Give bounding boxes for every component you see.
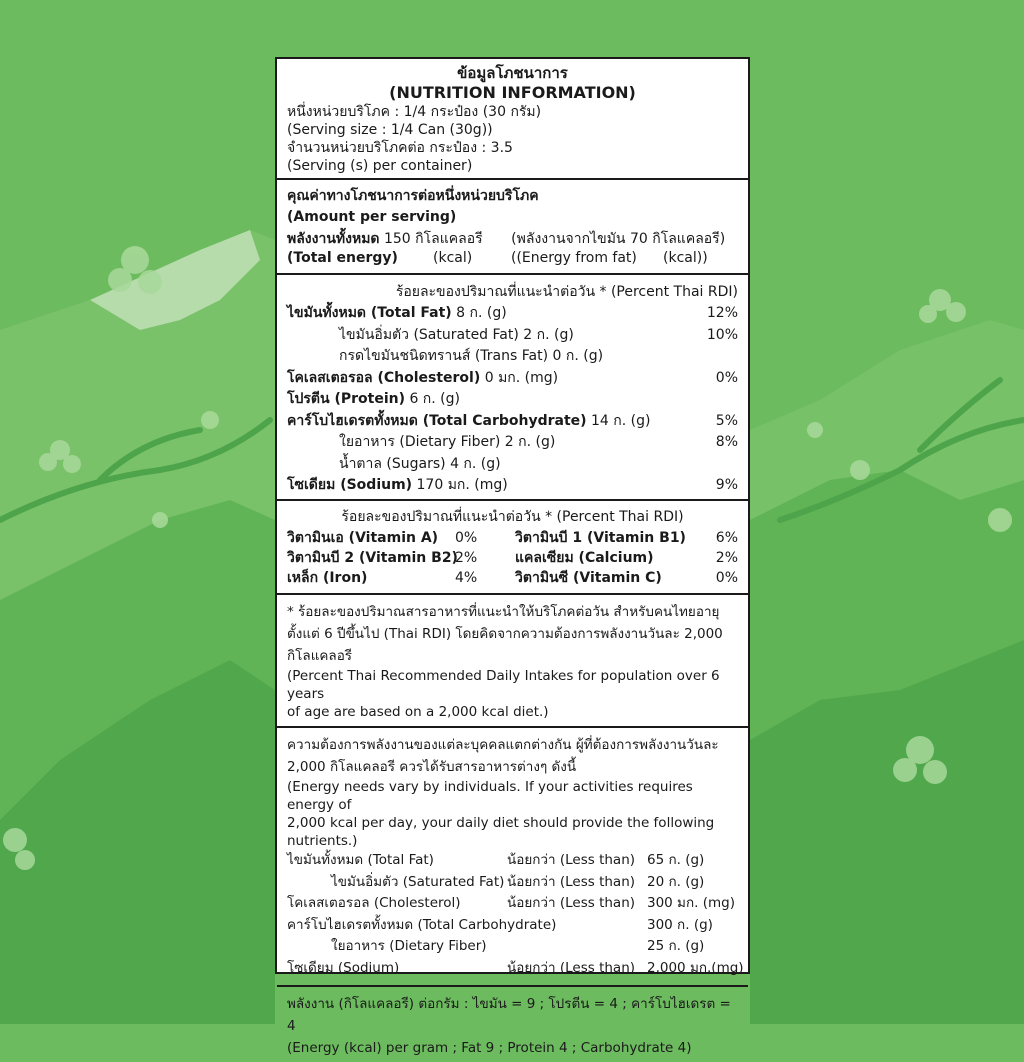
vitamin-percent: 0% [715, 570, 738, 586]
energy-per-gram-line: พลังงาน (กิโลแคลอรี) ต่อกรัม : ไขมัน = 9 ; โปรตีน = 4 ; คาร์โบไฮเดรต = 4 [287, 996, 731, 1034]
daily-needs-row [287, 936, 738, 958]
vitamin-percent: 4% [455, 570, 478, 586]
energy-per-gram-line: (Energy (kcal) per gram ; Fat 9 ; Protein 4 ; Carbohydrate 4) [287, 1040, 692, 1056]
vitamin-name: วิตามินซี (Vitamin C) [515, 570, 662, 586]
energy-value: 150 [383, 231, 411, 247]
needs-line: (Energy needs vary by individuals. If your activities requires energy of [287, 779, 693, 813]
nutrient-percent: 9% [715, 477, 738, 494]
nutrient-row [287, 367, 738, 389]
nutrient-amount: ใยอาหาร (Dietary Fiber) 2 ก. (g) [339, 434, 556, 451]
footnote-line: of age are based on a 2,000 kcal diet.) [287, 704, 549, 720]
nutrient-percent: 10% [706, 326, 738, 343]
daily-needs-row [287, 893, 738, 915]
nutrient-name [287, 455, 501, 473]
vitamin-row [287, 528, 738, 548]
vitamin-rows [287, 528, 738, 588]
nutrient-row [287, 389, 738, 411]
daily-needs-section [277, 728, 748, 987]
nutrient-name-bold: โซเดียม (Sodium) [287, 477, 413, 494]
energy-unit-en: (kcal) [433, 250, 473, 266]
vitamins-section [277, 501, 748, 595]
serving-line: (Serving (s) per container) [287, 158, 473, 174]
title-thai: ข้อมูลโภชนาการ [457, 64, 568, 82]
nutrient-amount: น้ำตาล (Sugars) 4 ก. (g) [339, 455, 501, 472]
nutrient-row [287, 346, 738, 368]
nutrient-name-bold: ไขมันทั้งหมด (Total Fat) [287, 305, 452, 322]
vitamin-rdi-header: ร้อยละของปริมาณที่แนะนำต่อวัน * (Percent Thai RDI) [341, 509, 684, 525]
nutrient-name [287, 304, 507, 322]
fat-energy-label-en: ((Energy from fat) [511, 250, 637, 266]
nutrient-rows [287, 303, 738, 497]
needs-value: 300 ก. (g) [647, 916, 713, 933]
daily-needs-row [287, 850, 738, 872]
fat-energy-unit: กิโลแคลอรี) [652, 231, 726, 247]
nutrient-amount: ไขมันอิ่มตัว (Saturated Fat) 2 ก. (g) [339, 326, 574, 343]
footnote-line: (Percent Thai Recommended Daily Intakes for population over 6 years [287, 668, 720, 702]
serving-line: หนึ่งหน่วยบริโภค : 1/4 กระป๋อง (30 กรัม) [287, 104, 542, 120]
needs-nutrient: โคเลสเตอรอล (Cholesterol) [287, 895, 461, 911]
daily-needs-row [287, 915, 738, 937]
amount-title-thai: คุณค่าทางโภชนาการต่อหนึ่งหน่วยบริโภค [287, 188, 539, 204]
nutrient-percent: 8% [715, 434, 738, 451]
energy-per-gram-section [277, 987, 748, 1062]
vitamin-row [287, 568, 738, 588]
nutrient-percent: 5% [715, 412, 738, 429]
nutrient-name [287, 433, 555, 451]
vitamin-percent: 2% [455, 550, 478, 566]
nutrient-name-bold: โปรตีน (Protein) [287, 391, 405, 408]
vitamin-percent: 0% [455, 530, 478, 546]
needs-value: 300 มก. (mg) [647, 895, 735, 911]
energy-label: พลังงานทั้งหมด [287, 231, 380, 247]
nutrient-name [287, 326, 574, 344]
nutrient-amount: 8 ก. (g) [451, 305, 507, 322]
needs-nutrient: คาร์โบไฮเดรตทั้งหมด (Total Carbohydrate) [287, 916, 557, 933]
nutrient-amount: 0 มก. (mg) [480, 369, 559, 386]
nutrient-percent: 12% [706, 305, 738, 322]
needs-comparison: น้อยกว่า (Less than) [507, 895, 636, 911]
vitamin-row [287, 548, 738, 568]
vitamin-name: วิตามินเอ (Vitamin A) [287, 530, 439, 546]
nutrient-amount: 170 มก. (mg) [412, 477, 508, 494]
needs-value: 2,000 มก.(mg) [647, 959, 744, 976]
fat-energy-unit-en: (kcal)) [663, 250, 708, 266]
vitamin-name: เหล็ก (Iron) [287, 570, 368, 586]
needs-nutrient: ใยอาหาร (Dietary Fiber) [331, 938, 487, 954]
nutrient-name [287, 369, 558, 387]
daily-needs-row [287, 958, 744, 980]
fat-energy-value: 70 [629, 231, 648, 247]
amount-title-english: (Amount per serving) [287, 209, 457, 225]
needs-nutrient: โซเดียม (Sodium) [287, 959, 400, 976]
daily-needs-row [287, 872, 738, 894]
nutrient-amount: 6 ก. (g) [405, 391, 460, 408]
nutrient-name [287, 412, 650, 430]
nutrient-row [287, 410, 738, 432]
needs-nutrient: ไขมันอิ่มตัว (Saturated Fat) [331, 873, 505, 890]
nutrient-amount: 14 ก. (g) [586, 412, 651, 429]
rdi-header: ร้อยละของปริมาณที่แนะนำต่อวัน * (Percent Thai RDI) [395, 283, 738, 300]
vitamin-name: วิตามินบี 2 (Vitamin B2) [287, 550, 458, 566]
nutrient-row [287, 453, 738, 475]
nutrient-row [287, 432, 738, 454]
nutrient-percent: 0% [715, 369, 738, 386]
nutrient-row [287, 324, 738, 346]
needs-comparison: น้อยกว่า (Less than) [507, 873, 636, 890]
amount-section [277, 180, 748, 275]
vitamin-percent: 2% [715, 550, 738, 566]
nutrient-row [287, 303, 738, 325]
needs-line: 2,000 kcal per day, your daily diet should provide the following nutrients.) [287, 815, 715, 849]
nutrient-name [287, 347, 603, 365]
nutrient-row [287, 475, 738, 497]
nutrient-name [287, 390, 460, 408]
nutrient-name-bold: คาร์โบไฮเดรตทั้งหมด (Total Carbohydrate) [287, 412, 587, 429]
needs-comparison: น้อยกว่า (Less than) [507, 852, 636, 868]
vitamin-percent: 6% [715, 530, 738, 546]
energy-row-thai [287, 230, 738, 249]
serving-line: จำนวนหน่วยบริโภคต่อ กระป๋อง : 3.5 [287, 140, 513, 156]
needs-value: 25 ก. (g) [647, 938, 705, 954]
footnote-line: * ร้อยละของปริมาณสารอาหารที่แนะนำให้บริโภคต่อวัน สำหรับคนไทยอายุ [287, 604, 720, 620]
vitamin-name: แคลเซียม (Calcium) [515, 550, 654, 566]
footnote-line: ตั้งแต่ 6 ปีขึ้นไป (Thai RDI) โดยคิดจากความต้องการพลังงานวันละ 2,000 กิโลแคลอรี [287, 626, 723, 664]
nutrient-name-bold: โคเลสเตอรอล (Cholesterol) [287, 369, 481, 386]
footnote-section [277, 595, 748, 728]
nutrient-amount: กรดไขมันชนิดทรานส์ (Trans Fat) 0 ก. (g) [339, 348, 604, 365]
energy-unit: กิโลแคลอรี [415, 231, 483, 247]
needs-nutrient: ไขมันทั้งหมด (Total Fat) [287, 852, 434, 868]
needs-line: ความต้องการพลังงานของแต่ละบุคคลแตกต่างกัน ผู้ที่ต้องการพลังงานวันละ [287, 737, 719, 753]
needs-comparison: น้อยกว่า (Less than) [507, 959, 636, 976]
vitamin-name: วิตามินบี 1 (Vitamin B1) [515, 530, 686, 546]
nutrient-name [287, 476, 508, 494]
nutrition-label [275, 57, 750, 1056]
needs-line: 2,000 กิโลแคลอรี ควรได้รับสารอาหารต่างๆ ดังนี้ [287, 759, 577, 775]
serving-line: (Serving size : 1/4 Can (30g)) [287, 122, 493, 138]
rdi-header-row [287, 281, 738, 303]
needs-value: 65 ก. (g) [647, 852, 705, 868]
header-section [277, 59, 748, 180]
needs-value: 20 ก. (g) [647, 873, 705, 890]
fat-energy-label: (พลังงานจากไขมัน [511, 231, 626, 247]
needs-rows [287, 850, 744, 979]
energy-label-en: (Total energy) [287, 250, 398, 266]
energy-row-english [287, 249, 738, 268]
nutrients-section [277, 275, 748, 501]
title-english: (NUTRITION INFORMATION) [389, 83, 636, 102]
